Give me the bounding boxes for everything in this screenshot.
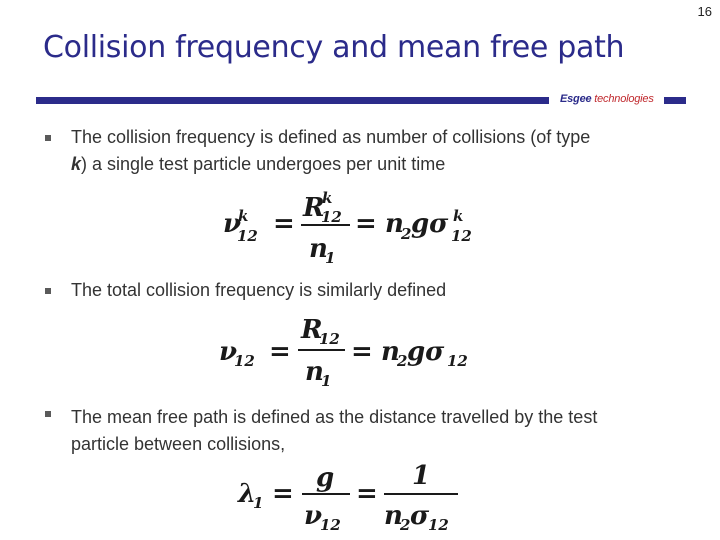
svg-text:2: 2 (397, 352, 408, 370)
bullet-text-3 (71, 404, 597, 458)
svg-text:ν: ν (219, 337, 238, 367)
logo-tech: technologies (594, 93, 654, 105)
svg-text:gσ: gσ (407, 337, 445, 367)
svg-text:σ: σ (410, 501, 430, 531)
bullet-marker (45, 135, 51, 141)
svg-text:12: 12 (451, 227, 472, 245)
svg-text:12: 12 (320, 516, 341, 534)
mean-free-path-equation (232, 458, 472, 538)
svg-text:g: g (316, 463, 335, 493)
svg-text:n: n (381, 337, 400, 367)
svg-text:=: = (351, 337, 373, 367)
page-number: 16 (697, 4, 712, 19)
svg-text:n: n (384, 501, 403, 531)
svg-text:n: n (309, 234, 328, 264)
svg-text:1: 1 (321, 372, 332, 388)
svg-text:=: = (356, 479, 378, 509)
svg-text:12: 12 (319, 330, 340, 348)
svg-text:R: R (303, 193, 325, 223)
bullet-text-1 (71, 124, 590, 178)
title-underline-end (664, 97, 686, 104)
svg-text:12: 12 (428, 516, 449, 534)
svg-text:=: = (269, 337, 291, 367)
bullet-1-line-1: The collision frequency is defined as number of collisions (of type (71, 127, 591, 147)
svg-text:ν: ν (223, 209, 242, 239)
bullet-text-2: The total collision frequency is similarly defined (71, 280, 447, 300)
svg-text:n: n (305, 357, 324, 387)
bullet-1-line-2: k) a single test particle undergoes per unit time (71, 154, 446, 174)
svg-text:1: 1 (412, 461, 431, 491)
svg-text:2: 2 (400, 516, 411, 534)
bullet-3-line-1: The mean free path is defined as the distance travelled by the test (71, 407, 598, 427)
bullet-marker (45, 411, 51, 417)
logo-brand: Esgee (560, 93, 592, 105)
title-underline (36, 97, 549, 104)
svg-text:12: 12 (321, 208, 342, 226)
svg-text:1: 1 (325, 249, 336, 265)
svg-text:R: R (301, 315, 323, 345)
svg-text:=: = (273, 209, 295, 239)
svg-text:=: = (272, 479, 294, 509)
svg-text:n: n (385, 209, 404, 239)
collision-frequency-equation (215, 185, 495, 265)
svg-text:k: k (453, 207, 464, 225)
bullet-marker (45, 288, 51, 294)
svg-text:k: k (322, 189, 333, 207)
svg-text:λ: λ (238, 479, 257, 509)
var-k: k (71, 154, 82, 174)
bullet-3-line-2: particle between collisions, (71, 434, 286, 454)
svg-text:gσ: gσ (411, 209, 449, 239)
total-collision-frequency-equation (215, 308, 495, 388)
svg-text:=: = (355, 209, 377, 239)
svg-text:12: 12 (234, 352, 255, 370)
slide-title: Collision frequency and mean free path (43, 30, 625, 65)
svg-text:ν: ν (304, 501, 323, 531)
svg-text:12: 12 (447, 352, 468, 370)
company-logo (560, 93, 654, 105)
svg-text:12: 12 (237, 227, 258, 245)
svg-text:k: k (238, 207, 249, 225)
svg-text:1: 1 (253, 494, 264, 512)
svg-text:2: 2 (401, 225, 412, 243)
